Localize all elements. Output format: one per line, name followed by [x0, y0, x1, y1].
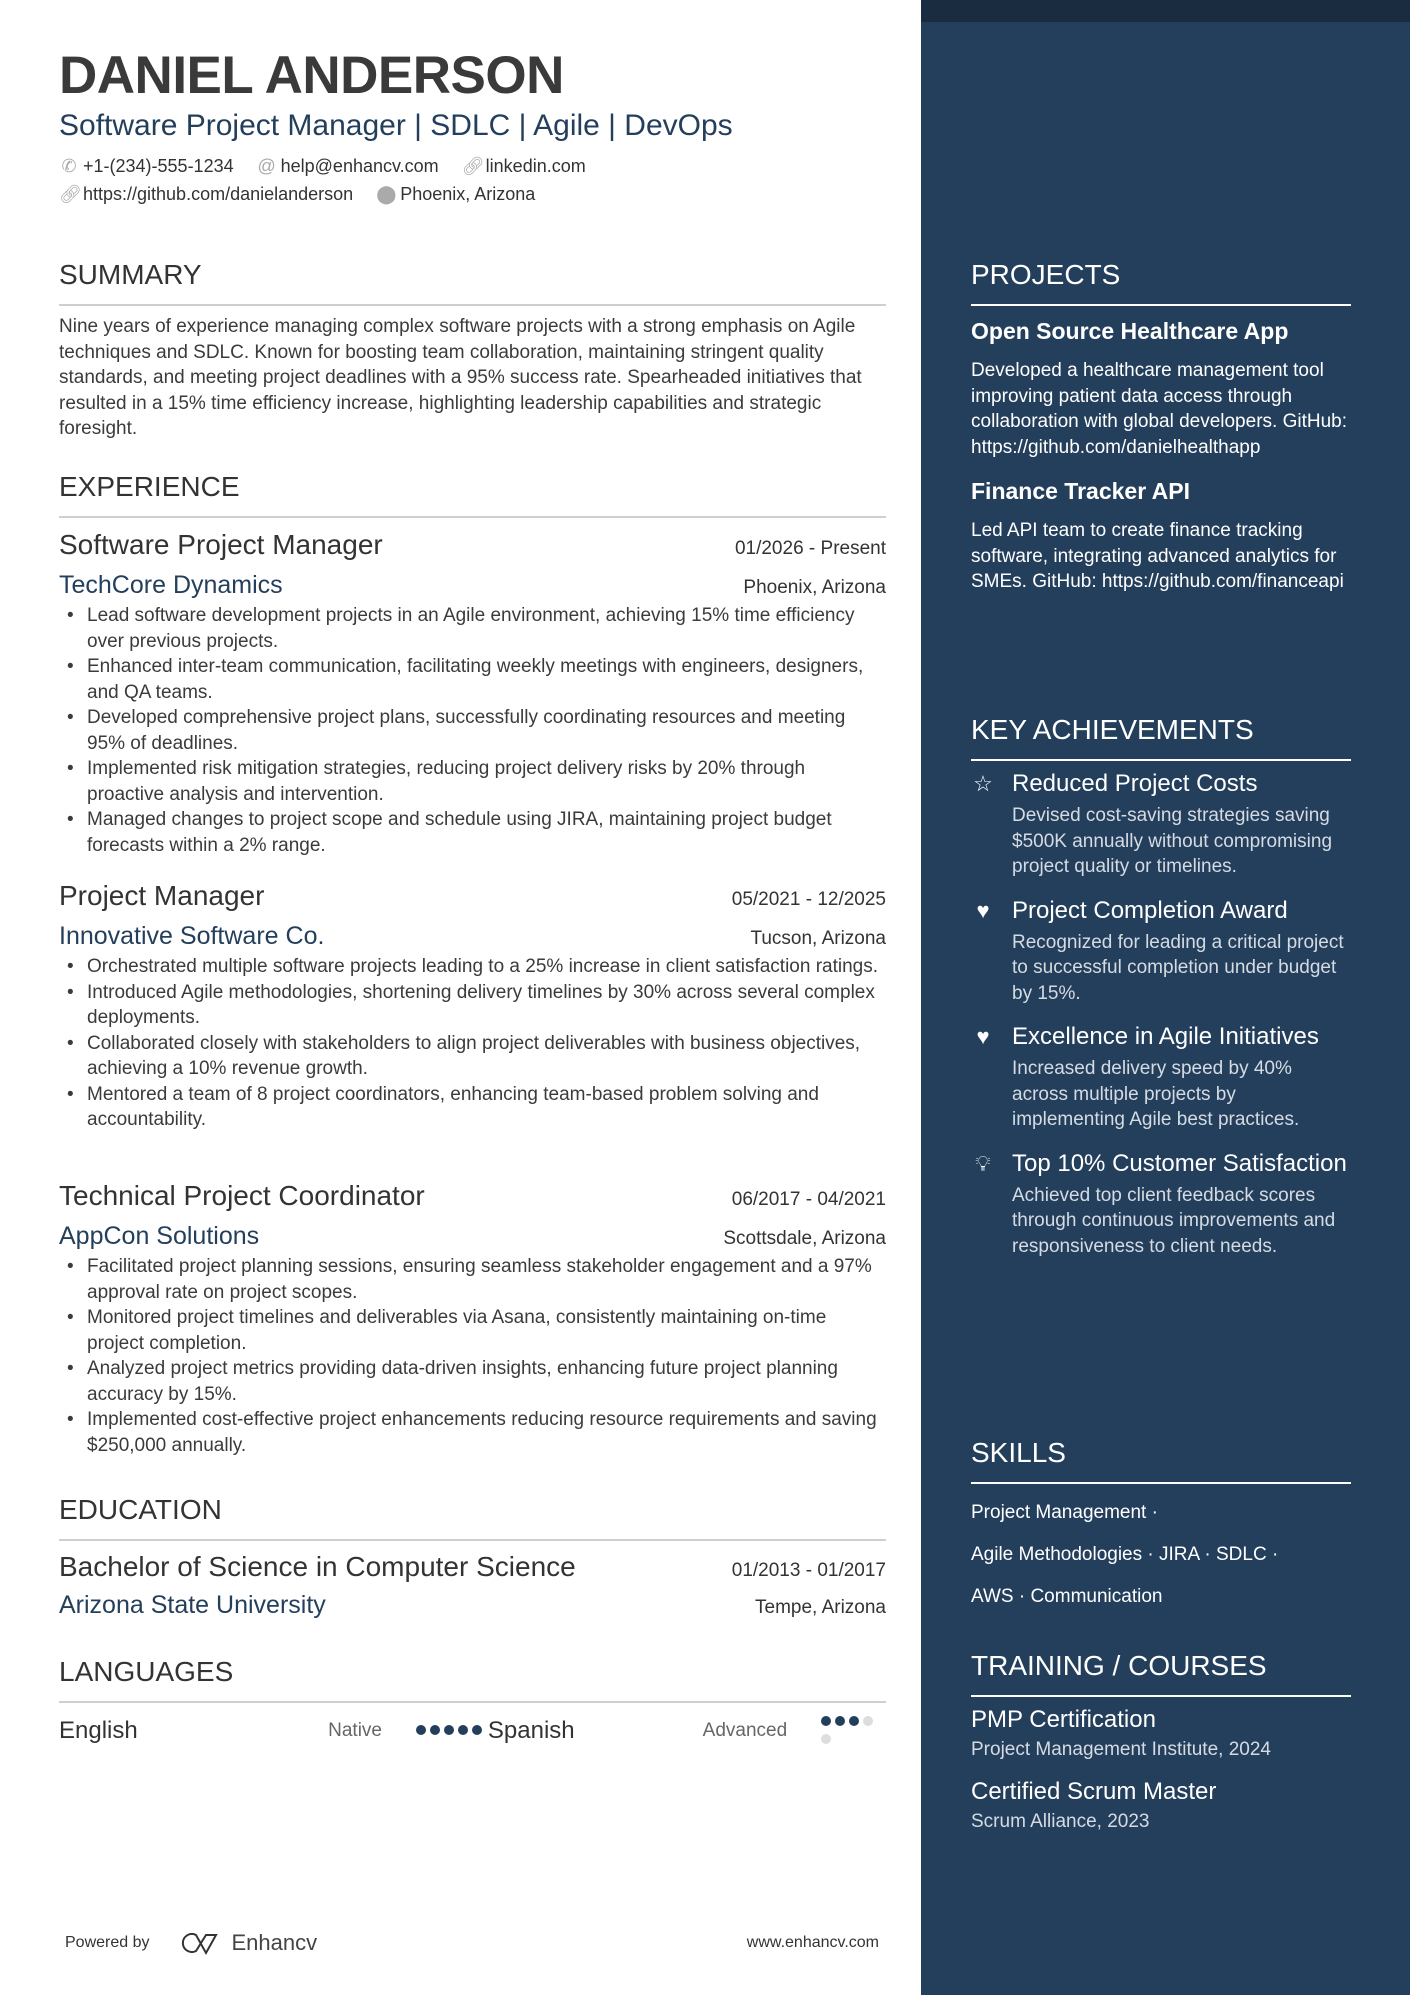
course-title: Certified Scrum Master: [971, 1777, 1217, 1805]
education-location: Tempe, Arizona: [755, 1597, 886, 1618]
job-location: Scottsdale, Arizona: [723, 1228, 886, 1249]
contact-text: linkedin.com: [485, 156, 586, 176]
experience-section: [59, 470, 886, 518]
heart-icon: ♥: [976, 897, 990, 923]
brand-name: Enhancv: [231, 1930, 318, 1955]
lightbulb-icon: 💡︎: [975, 1150, 991, 1176]
link-icon: 🔗︎: [59, 184, 82, 204]
bullet-item: • Monitored project timelines and deliverables via Asana, consistently maintaining on-time project completion.: [59, 1305, 886, 1356]
heart-icon: ♥: [976, 1024, 990, 1049]
contact-email[interactable]: [257, 156, 439, 176]
level-dot: [835, 1716, 845, 1726]
summary-text: Nine years of experience managing complex software projects with a strong emphasis on Agile techniques and SDLC. Known for boosting team collaboration, maintaining stringent quality standards, and meeting project deadlines with a 95% success rate. Spearheaded initiatives that resulted in a 15% time efficiency increase, highlighting leadership capabilities and strategic foresight.: [59, 316, 862, 439]
divider: [971, 759, 1351, 761]
contact-text: Phoenix, Arizona: [400, 184, 536, 204]
skills-line: Agile Methodologies · JIRA · SDLC ·: [971, 1544, 1279, 1565]
education-dates: 01/2013 - 01/2017: [731, 1560, 886, 1581]
job-dates: 01/2026 - Present: [734, 538, 886, 559]
project-description: Led API team to create finance tracking software, integrating advanced analytics for SMEs. GitHub: https://github.com/financeapi: [971, 520, 1344, 592]
education-section: [59, 1493, 886, 1621]
bullet-item: • Analyzed project metrics providing data-driven insights, enhancing future project planning accuracy by 15%.: [59, 1356, 886, 1407]
achievement-title: Project Completion Award: [1012, 896, 1288, 924]
contact-location: [376, 184, 535, 204]
language-level-dots: [821, 1713, 886, 1749]
achievement-item: [971, 896, 1351, 1007]
footer-url[interactable]: www.enhancv.com: [746, 1934, 879, 1951]
job-title: Project Manager: [59, 880, 265, 911]
bullet-item: • Implemented risk mitigation strategies, reducing project delivery risks by 20% through proactive analysis and intervention.: [59, 756, 886, 807]
achievement-item: [971, 1149, 1351, 1260]
bullet-item: • Managed changes to project scope and schedule using JIRA, maintaining project budget forecasts within a 2% range.: [59, 807, 886, 858]
company-name: Innovative Software Co.: [59, 922, 325, 950]
achievement-description: Devised cost-saving strategies saving $500K annually without compromising project quality or timelines.: [1012, 805, 1333, 877]
level-dot: [821, 1734, 831, 1744]
project-title: Finance Tracker API: [971, 478, 1191, 504]
job-header: [59, 527, 886, 563]
contact-github[interactable]: [59, 184, 353, 204]
job-subheader: [59, 1220, 886, 1252]
level-dot: [444, 1725, 454, 1735]
section-heading: SUMMARY: [59, 259, 202, 290]
job-location: Phoenix, Arizona: [743, 577, 886, 598]
section-heading: EXPERIENCE: [59, 471, 240, 502]
company-name: TechCore Dynamics: [59, 571, 283, 599]
level-dot: [458, 1725, 468, 1735]
divider: [971, 1695, 1351, 1697]
achievement-description: Increased delivery speed by 40% across multiple projects by implementing Agile best practices.: [1012, 1058, 1300, 1130]
skills-section: [971, 1436, 1351, 1618]
job-dates: 05/2021 - 12/2025: [731, 889, 886, 910]
candidate-title: Software Project Manager | SDLC | Agile | DevOps: [59, 109, 733, 142]
link-icon: 🔗︎: [461, 156, 485, 176]
training-section: [971, 1649, 1351, 1834]
job-header: [59, 878, 886, 914]
summary-section: [59, 258, 886, 442]
level-dot: [821, 1716, 831, 1726]
divider: [59, 1539, 886, 1541]
bullet-item: • Developed comprehensive project plans, successfully coordinating resources and meeting 95% of deadlines.: [59, 705, 886, 756]
level-dot: [416, 1725, 426, 1735]
achievement-description: Recognized for leading a critical project to successful completion under budget by 15%.: [1012, 931, 1344, 1004]
sidebar-top-strip: [921, 0, 1410, 22]
bullet-item: • Lead software development projects in an Agile environment, achieving 15% time efficiency over previous projects.: [59, 603, 886, 654]
course-title: PMP Certification: [971, 1706, 1156, 1733]
section-heading: EDUCATION: [59, 1494, 222, 1525]
job-title: Software Project Manager: [59, 529, 383, 560]
achievement-description: Achieved top client feedback scores through continuous improvements and responsiveness to client needs.: [1012, 1184, 1336, 1257]
projects-section: [971, 258, 1351, 595]
achievement-title: Reduced Project Costs: [1012, 770, 1258, 797]
achievements-section: [971, 713, 1351, 1259]
contact-text: +1-(234)-555-1234: [83, 156, 234, 176]
bullet-item: • Mentored a team of 8 project coordinators, enhancing team-based problem solving and accountability.: [59, 1082, 886, 1133]
bullet-item: • Introduced Agile methodologies, shortening delivery timelines by 30% across several complex deployments.: [59, 980, 886, 1031]
project-title: Open Source Healthcare App: [971, 318, 1289, 344]
bullet-item: • Collaborated closely with stakeholders to align project deliverables with business objectives, achieving a 10% revenue growth.: [59, 1031, 886, 1082]
achievement-item: [971, 1022, 1351, 1133]
job-bullets: [59, 603, 886, 858]
powered-by: Powered by: [65, 1934, 150, 1951]
bullet-item: • Orchestrated multiple software projects leading to a 25% increase in client satisfaction ratings.: [59, 954, 886, 980]
language-level-dots: [416, 1722, 486, 1740]
level-dot: [863, 1716, 873, 1726]
course-provider: Project Management Institute, 2024: [971, 1739, 1271, 1760]
header: [59, 46, 886, 208]
section-heading: LANGUAGES: [59, 1656, 234, 1687]
section-heading: TRAINING / COURSES: [971, 1650, 1267, 1681]
contact-list: [59, 152, 886, 208]
footer-brand: [65, 1930, 317, 1956]
job-title: Technical Project Coordinator: [59, 1180, 425, 1211]
level-dot: [849, 1716, 859, 1726]
bullet-item: • Implemented cost-effective project enhancements reducing resource requirements and saving $250,000 annually.: [59, 1407, 886, 1458]
language-name: English: [59, 1717, 138, 1744]
contact-text: https://github.com/danielanderson: [83, 184, 354, 204]
job-subheader: [59, 920, 886, 952]
language-level: Native: [328, 1720, 382, 1741]
language-level: Advanced: [702, 1720, 788, 1741]
candidate-name: DANIEL ANDERSON: [59, 46, 564, 105]
contact-text: help@enhancv.com: [280, 156, 439, 176]
level-dot: [430, 1725, 440, 1735]
contact-linkedin[interactable]: [462, 156, 586, 176]
language-name: Spanish: [487, 1717, 575, 1744]
achievement-title: Excellence in Agile Initiatives: [1012, 1023, 1319, 1050]
language-item: [488, 1713, 886, 1749]
company-name: AppCon Solutions: [59, 1222, 260, 1250]
divider: [59, 1701, 886, 1703]
job-header: [59, 1178, 886, 1214]
level-dot: [472, 1725, 482, 1735]
star-icon: ☆: [973, 771, 993, 796]
achievement-item: [971, 769, 1351, 880]
degree: Bachelor of Science in Computer Science: [59, 1551, 576, 1582]
section-heading: SKILLS: [971, 1437, 1066, 1468]
section-heading: KEY ACHIEVEMENTS: [971, 714, 1254, 745]
job-location: Tucson, Arizona: [750, 928, 886, 949]
contact-phone[interactable]: [59, 156, 234, 176]
skills-line: Project Management ·: [971, 1502, 1158, 1523]
section-heading: PROJECTS: [971, 259, 1121, 290]
languages-section: [59, 1655, 886, 1749]
phone-icon: ✆: [61, 156, 77, 176]
project-description: Developed a healthcare management tool improving patient data access through collaboration with global developers. GitHub: https://github.com/danielhealthapp: [971, 360, 1347, 458]
bullet-item: • Facilitated project planning sessions, ensuring seamless stakeholder engagement and a 97% approval rate on project scopes.: [59, 1254, 886, 1305]
job-entry: [59, 1178, 886, 1458]
divider: [59, 516, 886, 518]
divider: [59, 304, 886, 306]
job-dates: 06/2017 - 04/2021: [731, 1189, 886, 1210]
achievement-title: Top 10% Customer Satisfaction: [1012, 1149, 1347, 1177]
divider: [971, 1482, 1351, 1484]
language-item: [59, 1713, 488, 1749]
school: Arizona State University: [59, 1591, 326, 1619]
job-bullets: [59, 1254, 886, 1458]
enhancv-logo-icon: [176, 1930, 224, 1956]
job-subheader: [59, 569, 886, 601]
divider: [971, 304, 1351, 306]
job-bullets: [59, 954, 886, 1133]
skills-line: AWS · Communication: [971, 1586, 1163, 1607]
job-entry: [59, 878, 886, 1133]
job-entry: [59, 527, 886, 858]
bullet-item: • Enhanced inter-team communication, facilitating weekly meetings with engineers, designers, and QA teams.: [59, 654, 886, 705]
location-icon: ⬤: [376, 184, 397, 204]
at-icon: @: [257, 156, 276, 176]
course-provider: Scrum Alliance, 2023: [971, 1810, 1150, 1832]
